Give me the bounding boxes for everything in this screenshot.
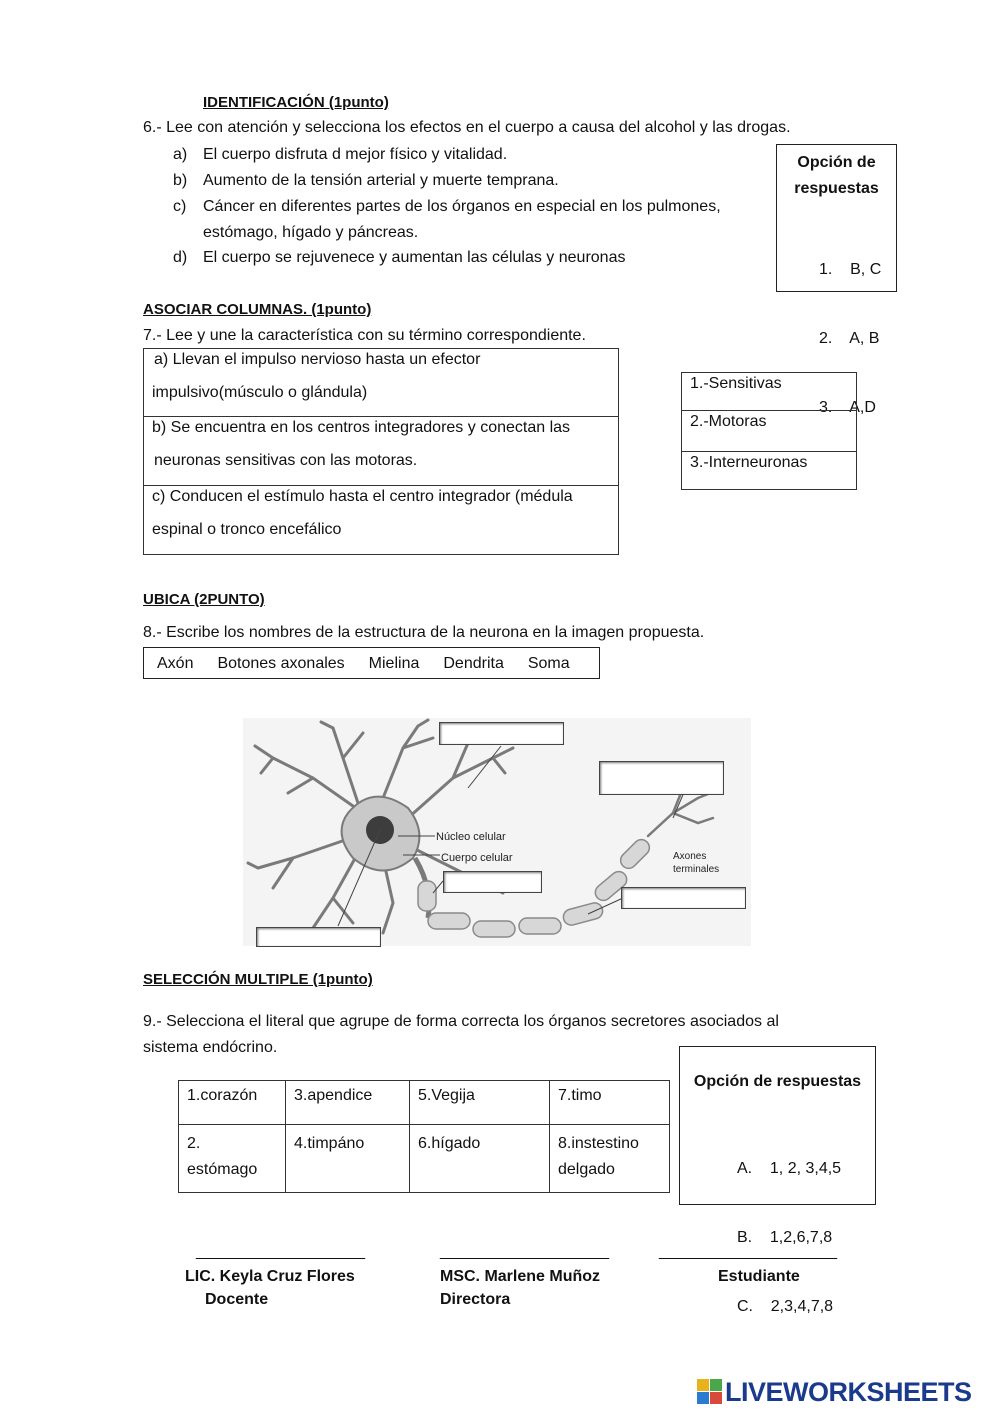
- table-cell: [550, 1125, 670, 1193]
- table-cell: [179, 1081, 286, 1125]
- answer-input-4[interactable]: [621, 887, 746, 909]
- section8-heading: UBICA (2PUNTO): [143, 591, 265, 608]
- neuron-diagram: [243, 718, 751, 946]
- neuron-illustration: [243, 718, 751, 946]
- cell-text: 5.Vegija: [418, 1087, 475, 1104]
- question-9-line2: sistema endócrino.: [143, 1039, 278, 1056]
- table-cell: [286, 1125, 410, 1193]
- match-left-b-line2: neuronas sensitivas con las motoras.: [154, 452, 418, 469]
- match-left-item-b[interactable]: [144, 417, 618, 486]
- table-row: [179, 1081, 670, 1125]
- option-b: [173, 172, 559, 190]
- signature-line-1: ___________________: [196, 1243, 366, 1260]
- answer-option-a[interactable]: A. 1, 2, 3,4,5: [737, 1160, 842, 1177]
- option-c-text-cont: estómago, hígado y páncreas.: [203, 224, 419, 241]
- cell-text: 1.corazón: [187, 1087, 258, 1104]
- match-left-c-line1: c) Conducen el estímulo hasta el centro integrador (médula: [152, 488, 573, 505]
- answer-option-3[interactable]: 3. A,D: [819, 399, 876, 416]
- option-d-label: d): [173, 249, 188, 266]
- option-a: [173, 146, 507, 164]
- word-bank-item: Dendrita: [443, 655, 504, 672]
- option-c-label: c): [173, 198, 187, 215]
- answer-option-2[interactable]: 2. A, B: [819, 330, 880, 347]
- table-cell: [410, 1125, 550, 1193]
- word-bank-item: Axón: [157, 655, 194, 672]
- options-title-line2: respuestas: [794, 180, 879, 197]
- signature-role-1: Docente: [205, 1291, 269, 1308]
- word-bank-item: Botones axonales: [217, 655, 345, 672]
- answer-option-b[interactable]: B. 1,2,6,7,8: [737, 1229, 833, 1246]
- brand-text: LIVEWORKSHEETS: [725, 1377, 972, 1407]
- option-a-label: a): [173, 146, 188, 163]
- word-bank: [143, 647, 600, 679]
- options-title: Opción de respuestas: [693, 1073, 862, 1090]
- label-axon-terminals-2: terminales: [673, 864, 720, 875]
- match-right-item-2[interactable]: 2.-Motoras: [682, 411, 856, 452]
- option-b-label: b): [173, 172, 188, 189]
- signature-name-1: LIC. Keyla Cruz Flores: [185, 1268, 355, 1285]
- cell-text: 7.timo: [558, 1087, 602, 1104]
- answer-input-5[interactable]: [256, 927, 381, 947]
- liveworksheets-logo[interactable]: [697, 1377, 997, 1407]
- match-right-column: [681, 372, 857, 490]
- cell-text: 6.hígado: [418, 1135, 481, 1152]
- table-row: [179, 1125, 670, 1193]
- answer-input-3[interactable]: [443, 871, 542, 893]
- answer-option-1[interactable]: 1. B, C: [819, 261, 882, 278]
- signature-name-3: Estudiante: [718, 1268, 800, 1285]
- question-7: 7.- Lee y une la característica con su término correspondiente.: [143, 327, 586, 344]
- liveworksheets-logo-icon: [697, 1379, 723, 1405]
- cell-text: 3.apendice: [294, 1087, 373, 1104]
- match-right-item-3[interactable]: 3.-Interneuronas: [690, 454, 808, 471]
- option-b-text: Aumento de la tensión arterial y muerte temprana.: [203, 172, 559, 189]
- question-6: 6.- Lee con atención y selecciona los efectos en el cuerpo a causa del alcohol y las drogas.: [143, 119, 791, 136]
- label-cell-body: Cuerpo celular: [441, 852, 513, 864]
- answer-input-2[interactable]: [599, 761, 724, 795]
- table-cell: [550, 1081, 670, 1125]
- option-d: [173, 249, 625, 267]
- section7-heading: ASOCIAR COLUMNAS. (1punto): [143, 301, 372, 318]
- table-cell: [286, 1081, 410, 1125]
- cell-text: delgado: [558, 1161, 615, 1178]
- organs-table: [178, 1080, 670, 1193]
- answer-option-c[interactable]: C. 2,3,4,7,8: [737, 1298, 834, 1315]
- match-left-a-line1: a) Llevan el impulso nervioso hasta un efector: [154, 351, 481, 368]
- option-d-text: El cuerpo se rejuvenece y aumentan las células y neuronas: [203, 249, 626, 266]
- word-bank-item: Mielina: [368, 655, 420, 672]
- option-c: [173, 198, 721, 216]
- word-bank-item: Soma: [527, 655, 570, 672]
- section9-heading: SELECCIÓN MULTIPLE (1punto): [143, 971, 373, 988]
- question-8: 8.- Escribe los nombres de la estructura de la neurona en la imagen propuesta.: [143, 624, 705, 641]
- answer-input-1[interactable]: [439, 722, 564, 745]
- section6-heading: IDENTIFICACIÓN (1punto): [203, 94, 389, 111]
- label-nucleus: Núcleo celular: [436, 831, 506, 843]
- match-left-column: [143, 348, 619, 555]
- table-cell: [410, 1081, 550, 1125]
- match-left-item-c[interactable]: [144, 486, 618, 554]
- options-title-line1: Opción de: [797, 154, 876, 171]
- signature-line-3: ____________________: [659, 1243, 837, 1260]
- label-axon-terminals-1: Axones: [673, 851, 707, 862]
- section6-options-box: [776, 144, 897, 416]
- match-left-a-line2: impulsivo(músculo o glándula): [152, 384, 368, 401]
- signature-name-2: MSC. Marlene Muñoz: [440, 1268, 601, 1285]
- table-cell: [179, 1125, 286, 1193]
- signature-role-2: Directora: [440, 1291, 511, 1308]
- match-right-item-1[interactable]: 1.-Sensitivas: [682, 373, 856, 411]
- signature-line-2: ___________________: [440, 1243, 610, 1260]
- cell-text: estómago: [187, 1161, 258, 1178]
- cell-text: 2.: [187, 1135, 201, 1152]
- cell-text: 4.timpáno: [294, 1135, 365, 1152]
- match-left-b-line1: b) Se encuentra en los centros integradores y conectan las: [152, 419, 571, 436]
- option-c-text: Cáncer en diferentes partes de los órganos en especial en los pulmones,: [203, 198, 721, 215]
- match-left-item-a[interactable]: [144, 349, 618, 417]
- option-a-text: El cuerpo disfruta d mejor físico y vitalidad.: [203, 146, 508, 163]
- match-left-c-line2: espinal o tronco encefálico: [152, 521, 342, 538]
- cell-text: 8.instestino: [558, 1135, 639, 1152]
- question-9-line1: 9.- Selecciona el literal que agrupe de forma correcta los órganos secretores asociados al: [143, 1013, 779, 1030]
